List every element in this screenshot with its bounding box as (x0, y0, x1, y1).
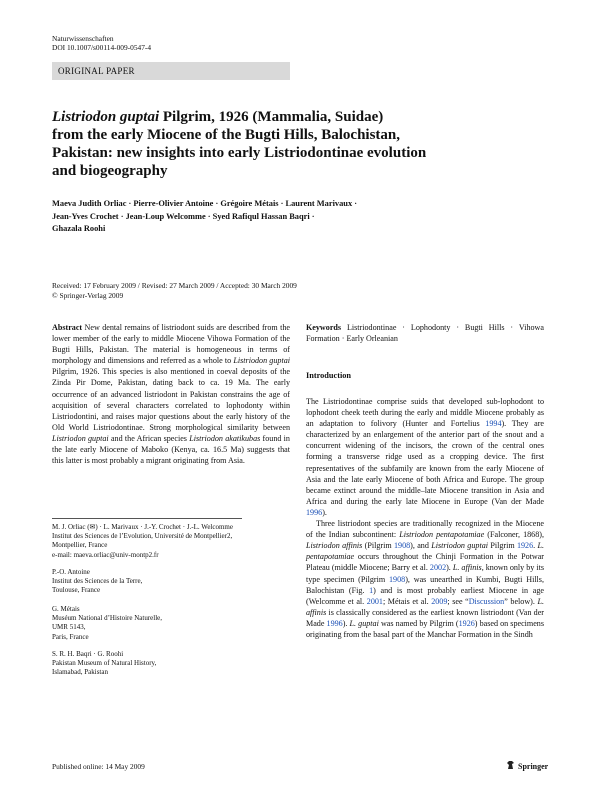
keywords: Keywords Listriodontinae · Lophodonty · Bugti Hills · Vihowa Formation · Early Orleanian (306, 323, 544, 344)
journal-name: Naturwissenschaften (52, 34, 114, 43)
section-link-discussion[interactable]: Discussion (468, 596, 505, 606)
affiliation-block-4: S. R. H. Baqri · G. Roohi Pakistan Museum of Natural History, Islamabad, Pakistan (52, 650, 157, 677)
abstract: Abstract New dental remains of listriodont suids are described from the lower member of the early to middle Miocene Vihowa Formation of the Bugti Hills, Pakistan. The material is homogeneous in terms of morphology and dimensions and referred as a whole to Listriodon guptai Pilgrim, 1926. This species is also mentioned in coeval deposits of the Zinda Pir Dome, Pakistan, dating back to ca. 19 Ma. The early occurrence of an advanced listriodont in Pakistan constrains the age of acquisition of several characters correlated to lophodonty within Listriodontini, and raises major questions about the early history of the Old World Listriodontinae. Strong morphological similarity between Listriodon guptai and the African species Listriodon akatikubas found in the late early Miocene of Maboko (Kenya, ca. 16.5 Ma) suggests that this latter is most probably a migrant originating from Asia. (52, 323, 290, 466)
article-type-banner: ORIGINAL PAPER (52, 62, 290, 80)
published-online-date: Published online: 14 May 2009 (52, 762, 145, 771)
email-link[interactable]: e-mail: maeva.orliac@univ-montp2.fr (52, 550, 159, 559)
footnote-divider (52, 518, 242, 519)
history-dates: Received: 17 February 2009 / Revised: 27 March 2009 / Accepted: 30 March 2009 © Springer-Verlag 2009 (52, 281, 297, 300)
citation-link[interactable]: 2001 (366, 596, 383, 606)
intro-paragraph-1: The Listriodontinae comprise suids that developed sub-lophodont to lophodont cheek teeth during the early and middle Miocene probably as an adaptation to folivory (Hunter and Fortelius 1994). They are characterized by an enlargement of the anterior part of the snout and a concurrent widening of the incisors, the crown of the central ones forming a transverse ridge used as a cropping device. The first representatives of the subfamily are known from the early Miocene of Asia and the late early Miocene of both Africa and Europe. The group became extinct around the middle–late Miocene transition in Asia and Africa and during the early late Miocene in Europe (Van der Made 1996). (306, 397, 544, 517)
citation-link[interactable]: 1996 (326, 618, 343, 628)
section-heading-introduction: Introduction (306, 371, 352, 380)
citation-link[interactable]: 1908 (393, 541, 411, 551)
citation-link[interactable]: 1926 (516, 541, 534, 551)
citation-link[interactable]: 1994 (485, 419, 502, 429)
figure-link[interactable]: 1 (369, 585, 374, 595)
author-list: Maeva Judith Orliac · Pierre-Olivier Antoine · Grégoire Métais · Laurent Marivaux · Jean-Yves Crochet · Jean-Loup Welcomme · Syed Rafiqul Hassan Baqri · Ghazala Roohi (52, 199, 358, 233)
introduction-body (306, 396, 544, 640)
publisher-logo: Springer (506, 760, 548, 772)
affiliation-block-2: P.-O. Antoine Institut des Sciences de la Terre, Toulouse, France (52, 568, 143, 595)
doi: DOI 10.1007/s00114-009-0547-4 (52, 43, 152, 52)
citation-link[interactable]: 1908 (389, 574, 406, 584)
intro-paragraph-2: Three listriodont species are traditionally recognized in the Miocene of the Indian subcontinent: Listriodon pentapotamiae (Falconer, 1868), Listriodon affinis (Pilgrim 1908), and Listriodon guptai Pilgrim 1926. L. pentapotamiae occurs throughout the Chinji Formation in the Potwar Plateau (middle Miocene; Barry et al. 2002). L. affinis, known only by its type specimen (Pilgrim 1908), was unearthed in Kumbi, Bugti Hills, Balochistan (Fig. 1) and is most probably earliest Miocene in age (Welcomme et al. 2001; Métais et al. 2009; see “Discussion” below). L. affinis is classically considered as the earliest known listriodont (Van der Made 1996). L. guptai was named by Pilgrim (1926) based on specimens originating from the basal part of the Manchar Formation in the Sindh (306, 519, 545, 639)
citation-link[interactable]: 2009 (431, 596, 448, 606)
citation-link[interactable]: 1926 (458, 618, 475, 628)
article-title: Listriodon guptai Pilgrim, 1926 (Mammalia, Suidae) from the early Miocene of the Bugti Hills, Balochistan, Pakistan: new insights into early Listriodontinae evolution and biogeography (52, 109, 427, 179)
affiliation-block-1: M. J. Orliac (✉) · L. Marivaux · J.-Y. Crochet · J.-L. Welcomme Institut des Sciences de l’Evolution, Université de Montpellier2, Montpellier, France e-mail: maeva.orliac@univ-montp2.fr (52, 523, 290, 560)
affiliation-block-3: G. Métais Muséum National d’Histoire Naturelle, UMR 5143, Paris, France (52, 605, 163, 641)
springer-horse-icon (506, 760, 515, 772)
citation-link[interactable]: 1996 (306, 507, 323, 517)
citation-link[interactable]: 2002 (429, 563, 447, 573)
